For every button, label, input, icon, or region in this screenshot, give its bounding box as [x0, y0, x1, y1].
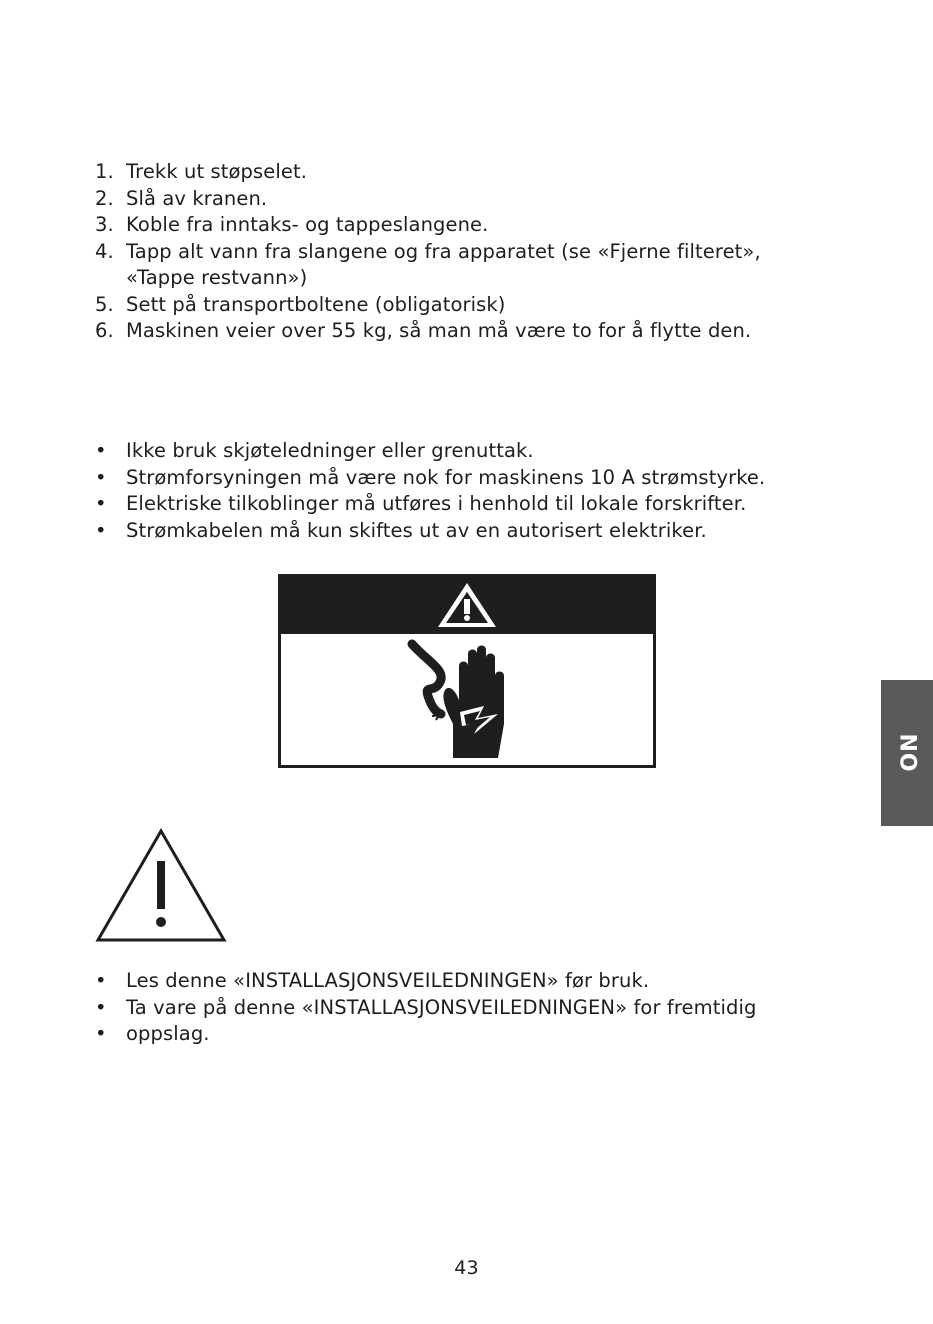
list-marker: 1. — [95, 160, 114, 183]
list-marker: 4. — [95, 239, 114, 263]
list-item-text: Trekk ut støpselet. — [126, 160, 308, 183]
bullet-marker: • — [95, 1022, 107, 1045]
list-marker: 2. — [95, 186, 114, 210]
list-marker: 3. — [95, 213, 114, 236]
list-item-text: Ikke bruk skjøteledninger eller grenuttak. — [126, 439, 534, 462]
warning-triangle-icon — [95, 827, 227, 943]
list-marker: 5. — [95, 292, 114, 316]
bullet-marker: • — [95, 995, 107, 1019]
list-item-text: Tapp alt vann fra slangene og fra apparatet (se «Fjerne filteret», «Tappe restvann») — [126, 239, 761, 289]
list-item-text: Les denne «INSTALLASJONSVEILEDNINGEN» før bruk. — [126, 969, 650, 992]
bullet-marker: • — [95, 465, 107, 489]
bullet-marker: • — [95, 439, 107, 462]
list-item-text: Sett på transportboltene (obligatorisk) — [126, 292, 506, 316]
bullet-marker: • — [95, 518, 107, 542]
page-number: 43 — [454, 1257, 479, 1279]
list-item-text: Slå av kranen. — [126, 186, 268, 210]
list-item-text: Elektriske tilkoblinger må utføres i henhold til lokale forskrifter. — [126, 492, 747, 515]
bullet-marker: • — [95, 492, 107, 515]
list-marker: 6. — [95, 319, 114, 342]
electric-shock-warning-icon — [278, 574, 656, 768]
language-tab-label: NO — [894, 733, 920, 773]
list-item-text: Strømkabelen må kun skiftes ut av en autorisert elektriker. — [126, 518, 707, 542]
list-item-text: Strømforsyningen må være nok for maskinens 10 A strømstyrke. — [126, 465, 766, 489]
bullet-marker: • — [95, 969, 107, 992]
list-item-text: Ta vare på denne «INSTALLASJONSVEILEDNINGEN» for fremtidig oppslag. — [126, 995, 757, 1045]
list-item-text: Maskinen veier over 55 kg, så man må være to for å flytte den. — [126, 319, 752, 342]
list-item-text: Koble fra inntaks- og tappeslangene. — [126, 213, 489, 236]
language-tab — [881, 680, 933, 826]
